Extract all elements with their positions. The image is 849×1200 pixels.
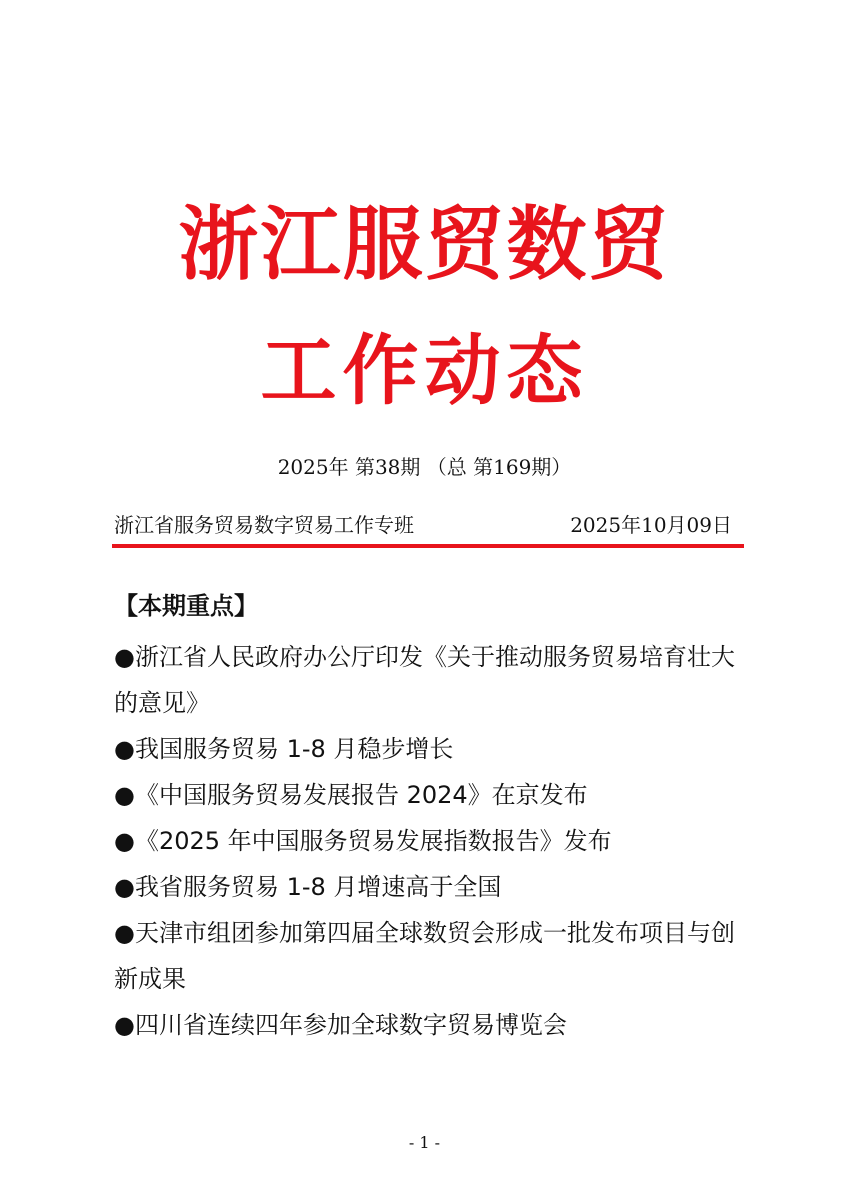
publication-title-line-1: 浙江服贸数贸 [178,197,671,291]
page-number: - 1 - [408,1133,441,1152]
bullet-icon: ● [114,735,135,763]
highlight-item [114,726,750,772]
highlight-item [114,910,750,1002]
highlight-item [114,772,750,818]
bullet-icon: ● [114,643,135,671]
highlight-item-text: 四川省连续四年参加全球数字贸易博览会 [134,1011,567,1039]
highlight-item [114,634,750,726]
issue-number: 2025年 第38期 （总 第169期） [277,455,572,479]
highlight-item [114,1002,750,1048]
bullet-icon: ● [114,827,135,855]
highlights-section [114,588,750,1048]
highlight-item-text: 《2025 年中国服务贸易发展指数报告》发布 [134,827,612,855]
issuing-department: 浙江省服务贸易数字贸易工作专班 [114,513,414,537]
header-divider [112,544,744,548]
highlight-item [114,864,750,910]
highlight-item-text: 浙江省人民政府办公厅印发《关于推动服务贸易培育壮大的意见》 [114,643,735,717]
highlights-heading: 【本期重点】 [114,592,258,620]
highlight-item-text: 《中国服务贸易发展报告 2024》在京发布 [134,781,588,809]
issue-date: 2025年10月09日 [570,513,732,537]
bullet-icon: ● [114,1011,135,1039]
bullet-icon: ● [114,873,135,901]
highlight-item [114,818,750,864]
highlight-item-text: 天津市组团参加第四届全球数贸会形成一批发布项目与创新成果 [114,919,735,993]
highlight-item-text: 我省服务贸易 1-8 月增速高于全国 [134,873,502,901]
publication-title-line-2: 工作动态 [260,326,589,415]
bullet-icon: ● [114,919,135,947]
bullet-icon: ● [114,781,135,809]
highlight-item-text: 我国服务贸易 1-8 月稳步增长 [134,735,454,763]
